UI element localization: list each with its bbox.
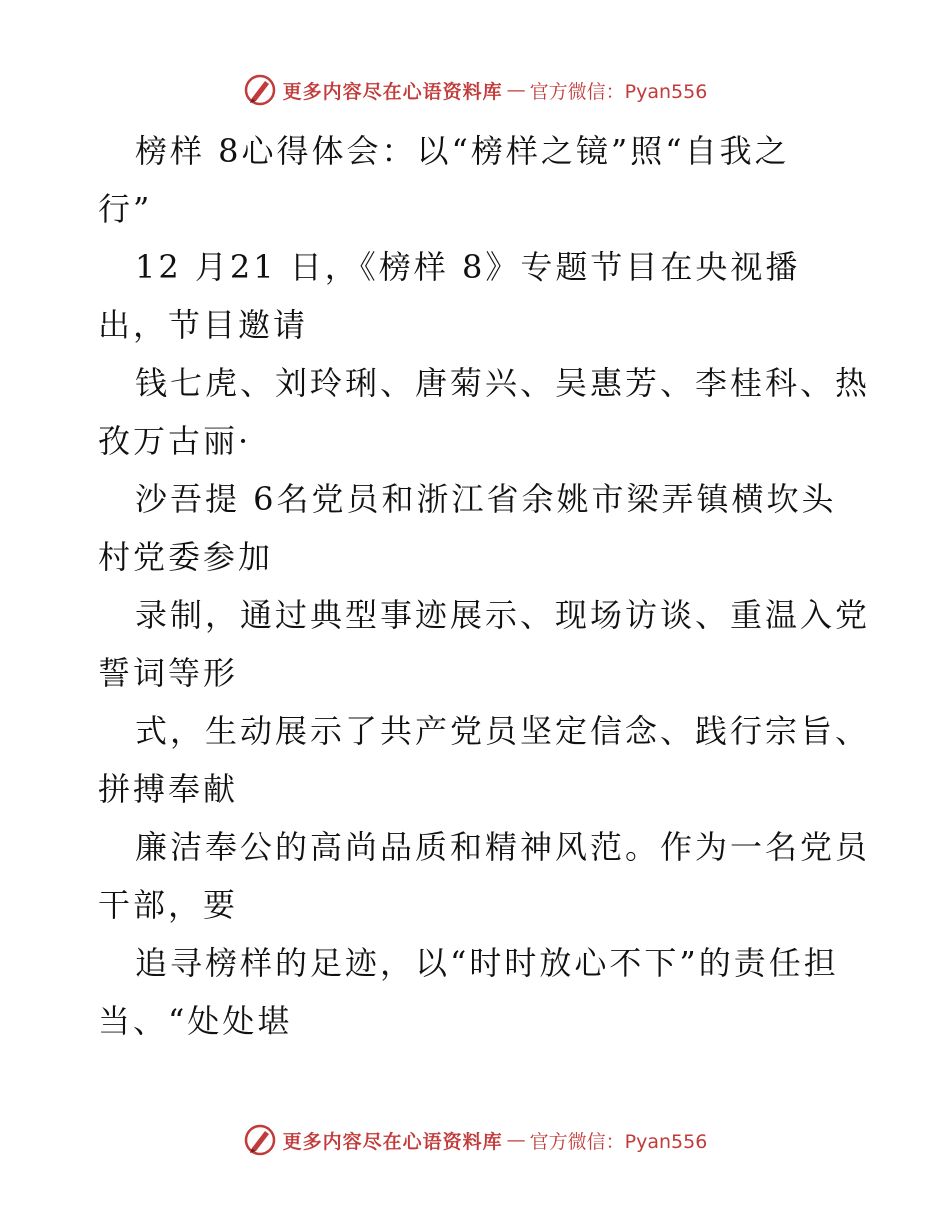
text-line: 拼搏奉献 bbox=[98, 770, 239, 808]
article-body bbox=[98, 122, 871, 1050]
text-line: 沙吾提 6名党员和浙江省余姚市梁弄镇横坎头 bbox=[135, 480, 837, 518]
text-line: 出，节目邀请 bbox=[98, 306, 309, 344]
text-line: 誓词等形 bbox=[98, 654, 239, 692]
text-line: 榜样 8心得体会：以“榜样之镜”照“自我之 bbox=[135, 132, 790, 170]
footer-banner bbox=[0, 1120, 950, 1160]
text-line: 孜万古丽· bbox=[98, 422, 252, 460]
header-banner bbox=[0, 70, 950, 110]
pen-logo-icon bbox=[243, 1123, 277, 1157]
pen-logo-icon bbox=[243, 73, 277, 107]
text-line: 追寻榜样的足迹，以“时时放心不下”的责任担 bbox=[135, 944, 839, 982]
banner-contact: 官方微信：Pyan556 bbox=[529, 1130, 708, 1153]
banner-dash: — bbox=[506, 79, 526, 101]
text-line: 廉洁奉公的高尚品质和精神风范。作为一名党员 bbox=[135, 828, 871, 866]
banner-slogan: 更多内容尽在心语资料库 bbox=[282, 80, 503, 103]
banner-dash: — bbox=[506, 1129, 526, 1151]
banner-contact: 官方微信：Pyan556 bbox=[529, 80, 708, 103]
text-line: 干部，要 bbox=[98, 886, 239, 924]
banner-slogan: 更多内容尽在心语资料库 bbox=[282, 1130, 503, 1153]
text-line: 行” bbox=[98, 190, 153, 228]
text-line: 村党委参加 bbox=[98, 538, 274, 576]
text-line: 当、“处处堪 bbox=[98, 1002, 293, 1040]
text-line: 录制，通过典型事迹展示、现场访谈、重温入党 bbox=[135, 596, 871, 634]
text-line: 钱七虎、刘玲琍、唐菊兴、吴惠芳、李桂科、热 bbox=[135, 364, 871, 402]
text-line: 12 月21 日，《榜样 8》专题节目在央视播 bbox=[135, 248, 801, 286]
text-line: 式，生动展示了共产党员坚定信念、践行宗旨、 bbox=[135, 712, 871, 750]
